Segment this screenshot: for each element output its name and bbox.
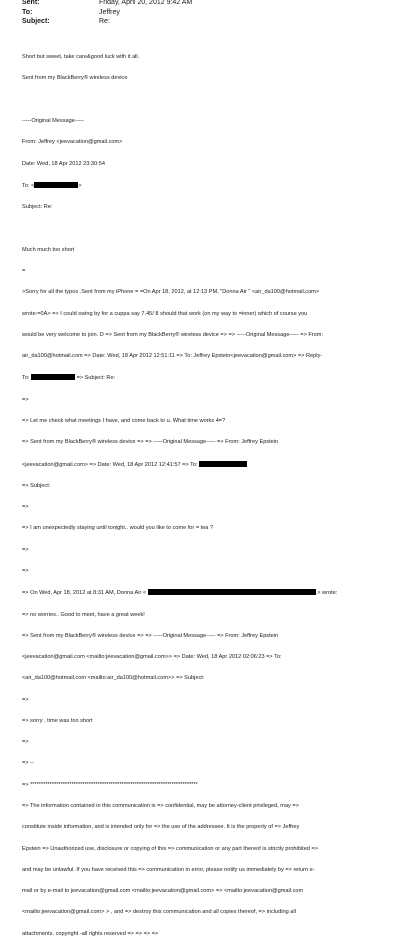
body-line: Sent from my BlackBerry® wireless device [22, 75, 128, 82]
body-line: => [22, 696, 29, 703]
body-line: Date: Wed, 18 Apr 2012 23:30:54 [22, 160, 105, 167]
body-line: -----Original Message----- [22, 118, 85, 125]
body-line: => Sent from my BlackBerry® wireless device => => -----Original Message----- => From: Jeffrey Epstein [22, 632, 279, 639]
body-line: => Sent from my BlackBerry® wireless device => => -----Original Message----- => From: Jeffrey Epstein [22, 439, 279, 446]
body-line: Short but sweet, take care&good luck with it all. [22, 54, 140, 61]
body-line: = [22, 268, 26, 274]
body-line: => no worries.. Good to meet, have a great week! [22, 611, 145, 618]
body-line: attachments. copyright -all rights reserved => => => => [22, 930, 159, 937]
body-line: Subject: Re: [22, 204, 53, 211]
body-line: => [22, 739, 29, 746]
body-line: => I am unexpectedly staying until tonight.. would you like to come for = tea ? [22, 525, 214, 532]
body-line: <mailto:jeevacation@gmail.com> > , and => destroy this communication and all copies thereof, => including all [22, 909, 296, 916]
body-line: constitute inside information, and is intended only for => the use of the addressee. It is the property of => Jeffrey [22, 824, 300, 831]
to-label: To: [22, 8, 33, 16]
body-line: From: Jeffrey <jeevacation@gmail.com> [22, 139, 123, 146]
body-line: => ***************************************************************************** [22, 781, 198, 788]
subject-label: Subject: [22, 18, 50, 26]
body-line: => [22, 396, 29, 403]
to-redacted-line [22, 182, 394, 190]
date-to-text: <jeevacation@gmail.com> => Date: Wed, 18 Apr 2012 12:41:57 => To: [22, 461, 200, 468]
date-to-redacted-line [22, 461, 394, 469]
subject-value: Re: [99, 18, 110, 26]
email-body [22, 40, 394, 952]
body-line: air_da100@hotmail.com => Date: Wed, 18 Apr 2012 12:51:11 => To: Jeffrey Epstein<jeevacation@gmail.com> => Reply- [22, 353, 323, 360]
body-line: mail or by e-mail to jeevacation@gmail.com <mailto:jeevacation@gmail.com> => <mailto:jeevacation@gmail.com [22, 888, 304, 895]
body-line: would be very welcome to join. D => Sent from my BlackBerry® wireless device => => -----Original Message----- => From: [22, 331, 323, 338]
body-line: => Let me check what meetings I have, and come back to u. What time works 4=? [22, 417, 226, 424]
redaction-block [34, 182, 78, 188]
body-line: Much much too short [22, 246, 75, 253]
blank-line [22, 225, 394, 232]
body-line: Epstein => Unauthorized use, disclosure or copying of this => communication or any part thereof is strictly prohibited => [22, 845, 319, 852]
to-prefix: To: < [22, 182, 35, 189]
body-line: => -- [22, 760, 34, 767]
to-suffix: > [78, 182, 82, 189]
body-line: and may be unlawful. If you have received this => communication in error, please notify us immediately by => return e- [22, 866, 315, 873]
body-line: >Sorry for all the typos .Sent from my iPhone = =On Apr 18, 2012, at 12:13 PM, "Donna Air " <air_da100@hotmail.com> [22, 289, 320, 296]
body-line: => Subject: [22, 482, 51, 489]
body-line: wrote:=0A> => I could swing by for a cuppa say 7.45/ 8 should that work (on my way to =inner) which of course you [22, 310, 308, 317]
body-line: <air_da100@hotmail.com <mailto:air_da100@hotmail.com>> => Subject: [22, 675, 205, 682]
to-value: Jeffrey [99, 8, 120, 16]
wed-suffix: > wrote: [315, 590, 338, 597]
wed-redacted-line [22, 589, 394, 597]
redaction-block [199, 461, 247, 467]
body-line: <jeevacation@gmail.com <mailto:jeevacation@gmail.com>> => Date: Wed, 18 Apr 2012 02:06:23 => To: [22, 654, 282, 661]
reply-to-redacted-line [22, 374, 394, 382]
sent-value: Friday, April 20, 2012 9:42 AM [99, 0, 193, 6]
body-line: => [22, 567, 29, 574]
body-line: => [22, 546, 29, 553]
body-line: => [22, 504, 29, 511]
sent-row [22, 0, 392, 8]
redaction-block [31, 374, 75, 380]
subject-row [22, 17, 392, 27]
reply-to-suffix: => Subject: Re: [75, 375, 116, 382]
wed-prefix: => On Wed, Apr 18, 2012 at 8:31 AM, Donna Air < [22, 590, 148, 597]
body-line: => The information contained in this communication is => confidential, may be attorney-client privileged, may => [22, 803, 299, 810]
blank-line [22, 97, 394, 104]
reply-to-prefix: To: [22, 375, 32, 382]
email-header [22, 0, 392, 27]
redaction-block [148, 589, 316, 595]
sent-label: Sent: [22, 0, 40, 6]
to-row [22, 8, 392, 18]
body-line: => sorry , time was too short [22, 717, 93, 724]
